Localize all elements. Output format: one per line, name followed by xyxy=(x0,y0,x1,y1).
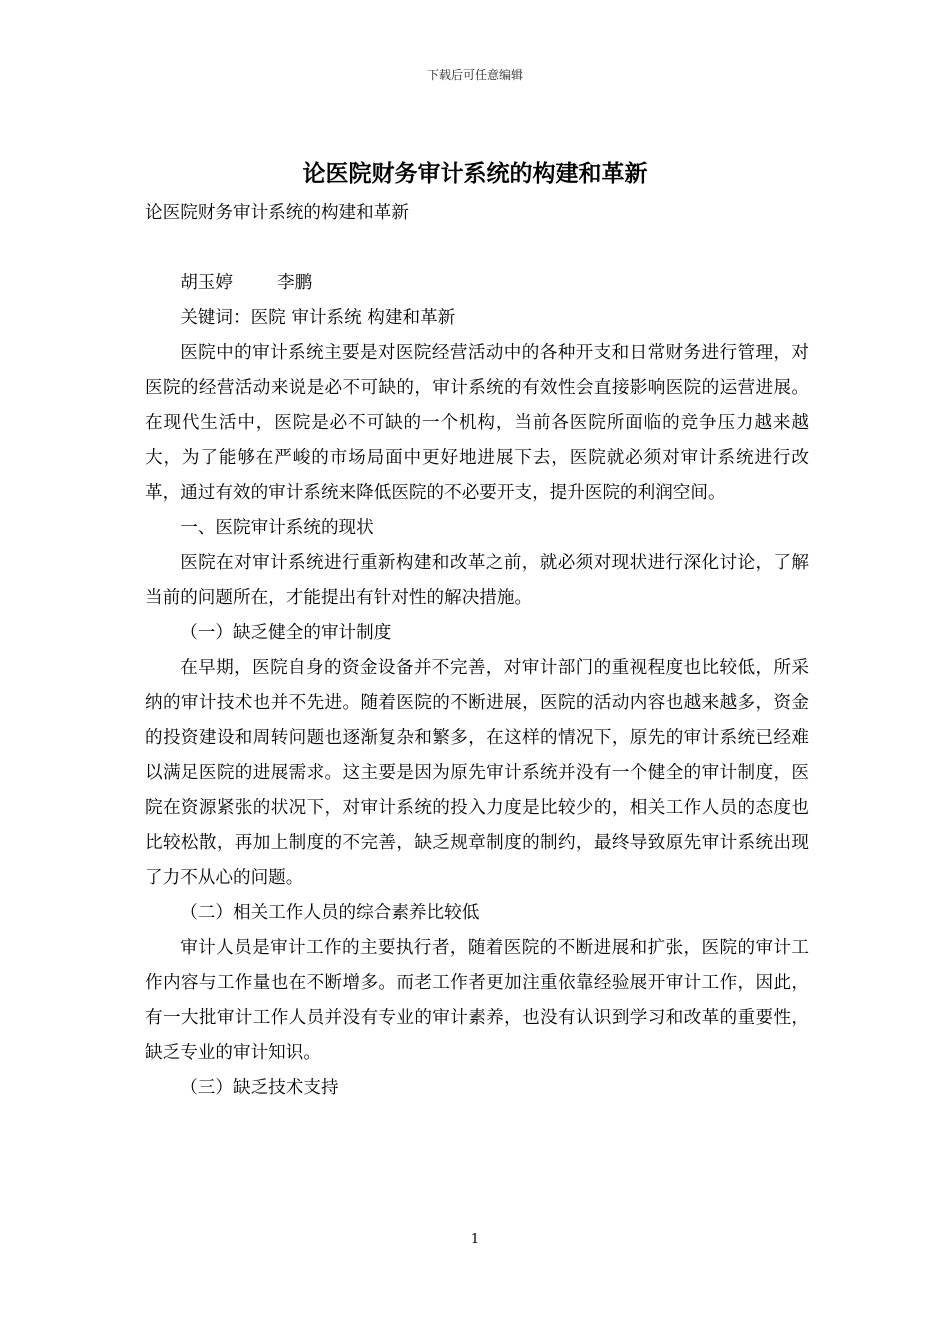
section-heading: 一、医院审计系统的现状 xyxy=(180,518,374,538)
paragraph-intro: 医院中的审计系统主要是对医院经营活动中的各种开支和日常财务进行管理，对医院的经营活动来说是必不可缺的，审计系统的有效性会直接影响医院的运营进展。在现代生活中，医院是必不可缺的一个机构，当前各医院所面临的竞争压力越来越大，为了能够在严峻的市场局面中更好地进展下去，医院就必须对审计系统进行改革，通过有效的审计系统来降低医院的不必要开支，提升医院的利润空间。 xyxy=(145,343,809,503)
author-name: 胡玉婷 xyxy=(180,273,233,293)
paragraph-section1: 医院在对审计系统进行重新构建和改革之前，就必须对现状进行深化讨论，了解当前的问题所在，才能提出有针对性的解决措施。 xyxy=(145,553,809,608)
page-number: 1 xyxy=(470,1232,480,1247)
header-note: 下载后可任意编辑 xyxy=(426,68,523,82)
subsection-heading: （三）缺乏技术支持 xyxy=(180,1078,339,1098)
document-body xyxy=(145,196,809,1106)
paragraph-sub1: 在早期，医院自身的资金设备并不完善，对审计部门的重视程度也比较低，所采纳的审计技术也并不先进。随着医院的不断进展，医院的活动内容也越来越多，资金的投资建设和周转问题也逐渐复杂和繁多，在这样的情况下，原先的审计系统已经难以满足医院的进展需求。这主要是因为原先审计系统并没有一个健全的审计制度，医院在资源紧张的状况下，对审计系统的投入力度是比较少的，相关工作人员的态度也比较松散，再加上制度的不完善，缺乏规章制度的制约，最终导致原先审计系统出现了力不从心的问题。 xyxy=(145,658,809,888)
subtitle: 论医院财务审计系统的构建和革新 xyxy=(145,203,409,223)
authors-line xyxy=(145,266,809,301)
paragraph-sub2: 审计人员是审计工作的主要执行者，随着医院的不断进展和扩张，医院的审计工作内容与工作量也在不断增多。而老工作者更加注重依靠经验展开审计工作，因此，有一大批审计工作人员并没有专业的审计素养，也没有认识到学习和改革的重要性，缺乏专业的审计知识。 xyxy=(145,938,809,1063)
blank-line xyxy=(145,231,809,266)
keywords-line: 关键词：医院 审计系统 构建和革新 xyxy=(180,308,456,328)
subsection-heading: （二）相关工作人员的综合素养比较低 xyxy=(180,903,480,923)
author-name: 李鹏 xyxy=(276,273,313,293)
subsection-heading: （一）缺乏健全的审计制度 xyxy=(180,623,392,643)
document-title: 论医院财务审计系统的构建和革新 xyxy=(302,160,648,187)
